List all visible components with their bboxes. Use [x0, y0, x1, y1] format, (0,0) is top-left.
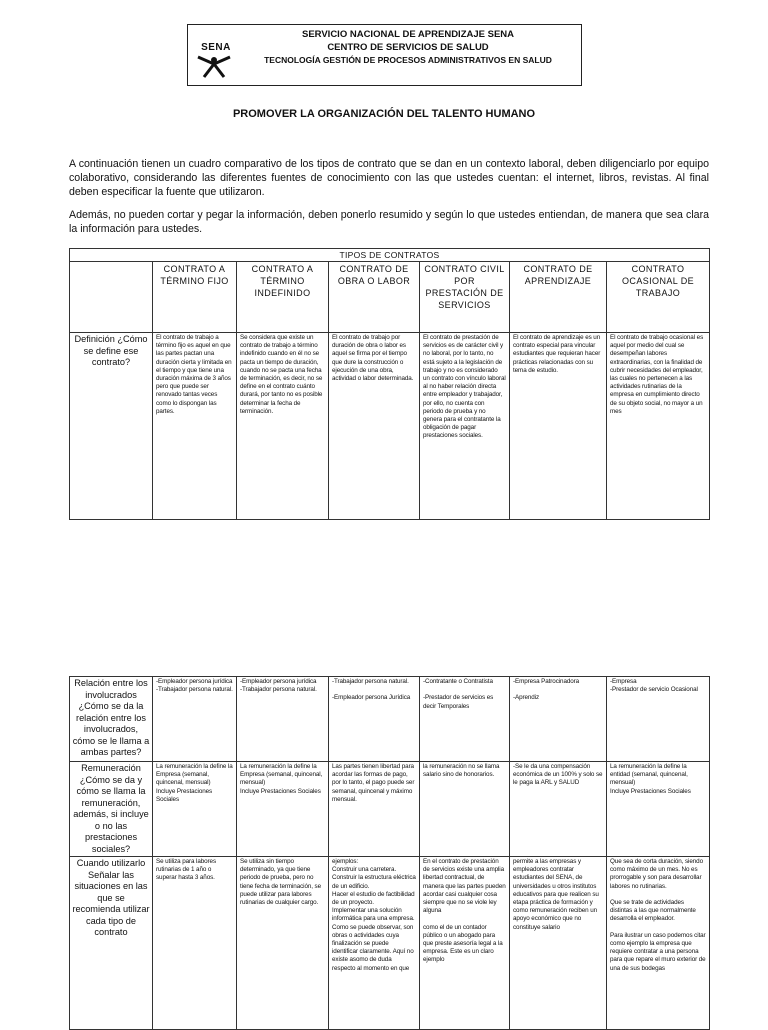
header-line-3: TECNOLOGÍA GESTIÓN DE PROCESOS ADMINISTRATIVOS EN SALUD [264, 55, 552, 65]
header-empty-cell [70, 262, 153, 333]
contracts-table-part-1 [69, 248, 710, 520]
table-cell: Que sea de corta duración, siendo como máximo de un mes. No es prorrogable y son para desarrollar labores no rutinarias. Que se trate de actividades distintas a las que normalmente desarrolla el empleador. Para ilustrar un caso podemos citar como ejemplo la empresa que requiere contratar a una persona para que repare el muro exterior de una de sus bodegas [607, 857, 710, 1030]
column-header: CONTRATO A TÉRMINO FIJO [153, 262, 237, 333]
column-header: CONTRATO CIVIL POR PRESTACIÓN DE SERVICIOS [420, 262, 510, 333]
row-label: Definición ¿Cómo se define ese contrato? [70, 333, 153, 520]
column-header: CONTRATO OCASIONAL DE TRABAJO [607, 262, 710, 333]
contracts-table-part-2 [69, 676, 710, 1030]
sena-logo-text: SENA [201, 42, 231, 53]
table-caption-row [70, 249, 710, 262]
table-cell: La remuneración la define la Empresa (semanal, quincenal, mensual) Incluye Prestaciones Sociales [153, 762, 237, 857]
table-row [70, 677, 710, 762]
intro-paragraph-2: Además, no pueden cortar y pegar la información, deben ponerlo resumido y según lo que ustedes entiendan, de manera que sea clara la información para ustedes. [69, 209, 709, 235]
table-cell: -Empresa -Prestador de servicio Ocasional [607, 677, 710, 762]
header-line-1: SERVICIO NACIONAL DE APRENDIZAJE SENA [301, 29, 515, 40]
table-cell: El contrato de prestación de servicios es de carácter civil y no laboral, por lo tanto, no está sujeto a la legislación de trabajo y no es considerado un contrato con vínculo laboral al no haber relación directa entre empleador y trabajador, por ello, no cuenta con periodo de prueba y no genera para el contratante la obligación de pagar prestaciones sociales. [420, 333, 510, 520]
table-row [70, 333, 710, 520]
document-title: PROMOVER LA ORGANIZACIÓN DEL TALENTO HUMANO [232, 108, 536, 120]
table-cell: permite a las empresas y empleadores contratar estudiantes del SENA, de universidades u otros institutos educativos para que realicen su etapa práctica de formación y como remuneración reciben un apoyo económico que no constituye salario [510, 857, 607, 1030]
table-cell: En el contrato de prestación de servicios existe una amplia libertad contractual, de manera que las partes pueden acordar casi cualquier cosa siempre que no se viole ley alguna como el de un contador público o un abogado para que preste asesoría legal a la empresa. Este es un claro ejemplo [420, 857, 510, 1030]
column-header: CONTRATO DE APRENDIZAJE [510, 262, 607, 333]
table-cell: El contrato de trabajo por duración de obra o labor es aquel se firma por el tiempo que dure la construcción o ejecución de una obra, actividad o labor determinada. [329, 333, 420, 520]
table-cell: El contrato de aprendizaje es un contrato especial para vincular estudiantes que requieran hacer prácticas relacionadas con su tema de estudio. [510, 333, 607, 520]
header-line-2: CENTRO DE SERVICIOS DE SALUD [327, 42, 489, 53]
table-cell: Las partes tienen libertad para acordar las formas de pago, por lo tanto, el pago puede ser semanal, quincenal y máximo mensual. [329, 762, 420, 857]
table-cell: Se utiliza para labores rutinarias de 1 año o superar hasta 3 años. [153, 857, 237, 1030]
sena-figure-icon [194, 31, 234, 79]
document-header [187, 24, 582, 86]
table-cell: La remuneración la define la Empresa (semanal, quincenal, mensual) Incluye Prestaciones Sociales [237, 762, 329, 857]
table-caption: TIPOS DE CONTRATOS [70, 249, 710, 262]
table-cell: El contrato de trabajo ocasional es aquel por medio del cual se desempeñan labores extraordinarias, con la finalidad de cubrir necesidades del empleador, las cuales no pertenecen a las actividades rutinarias de la empresa en cumplimiento directo de su objeto social, no mayor a un mes [607, 333, 710, 520]
table-cell: -Trabajador persona natural. -Empleador persona Jurídica [329, 677, 420, 762]
row-label: Relación entre los involucrados ¿Cómo se da la relación entre los involucrados, cómo se le llama a ambas partes? [70, 677, 153, 762]
row-label: Remuneración ¿Cómo se da y cómo se llama la remuneración, además, si incluye o no las prestaciones sociales? [70, 762, 153, 857]
sena-logo [194, 31, 234, 79]
table-cell: -Empresa Patrocinadora -Aprendiz [510, 677, 607, 762]
table-cell: Se considera que existe un contrato de trabajo a término indefinido cuando en él no se pacta un tiempo de duración, cuando no se pacta una fecha de terminación, es decir, no se define en el contrato cuánto durará, por tanto no es posible determinar la fecha de terminación. [237, 333, 329, 520]
table-cell: La remuneración la define la entidad (semanal, quincenal, mensual) Incluye Prestaciones Sociales [607, 762, 710, 857]
table-cell: -Se le da una compensación económica de un 100% y solo se le paga la ARL y SALUD [510, 762, 607, 857]
column-header: CONTRATO DE OBRA O LABOR [329, 262, 420, 333]
table-cell: -Empleador persona jurídica -Trabajador persona natural. [153, 677, 237, 762]
table-cell: -Contratante o Contratista -Prestador de servicios es decir Temporales [420, 677, 510, 762]
table-cell: la remuneración no se llama salario sino de honorarios. [420, 762, 510, 857]
table-cell: El contrato de trabajo a término fijo es aquel en que las partes pactan una duración cierta y limitada en el tiempo y que tiene una duración máxima de 3 años pero que puede ser renovado tantas veces como lo dispongan las partes. [153, 333, 237, 520]
table-row [70, 857, 710, 1030]
column-header: CONTRATO A TÉRMINO INDEFINIDO [237, 262, 329, 333]
table-header-row [70, 262, 710, 333]
header-text [238, 28, 578, 67]
table-cell: ejemplos: Construir una carretera. Construir la estructura eléctrica de un edificio. Hacer el estudio de factibilidad de un proyecto. Implementar una solución informática para una empresa. Como se puede observar, son obras o actividades cuya finalización se puede identificar claramente. Aquí no existe asomo de duda respecto al momento en que [329, 857, 420, 1030]
intro-paragraph-1: A continuación tienen un cuadro comparativo de los tipos de contrato que se dan en un contexto laboral, deben diligenciarlo por equipo colaborativo, considerando las diferentes fuentes de conocimiento con las que ustedes cuentan: el internet, libros, revistas. Al final deben especificar la fuente que utilizaron. [69, 158, 709, 198]
table-row [70, 762, 710, 857]
table-cell: Se utiliza sin tiempo determinado, ya que tiene periodo de prueba, pero no tiene fecha de terminación, se puede utilizar para labores rutinarias de cualquier cargo. [237, 857, 329, 1030]
table-cell: -Empleador persona jurídica -Trabajador persona natural. [237, 677, 329, 762]
row-label: Cuando utilizarlo Señalar las situaciones en las que se recomienda utilizar cada tipo de contrato [70, 857, 153, 1030]
